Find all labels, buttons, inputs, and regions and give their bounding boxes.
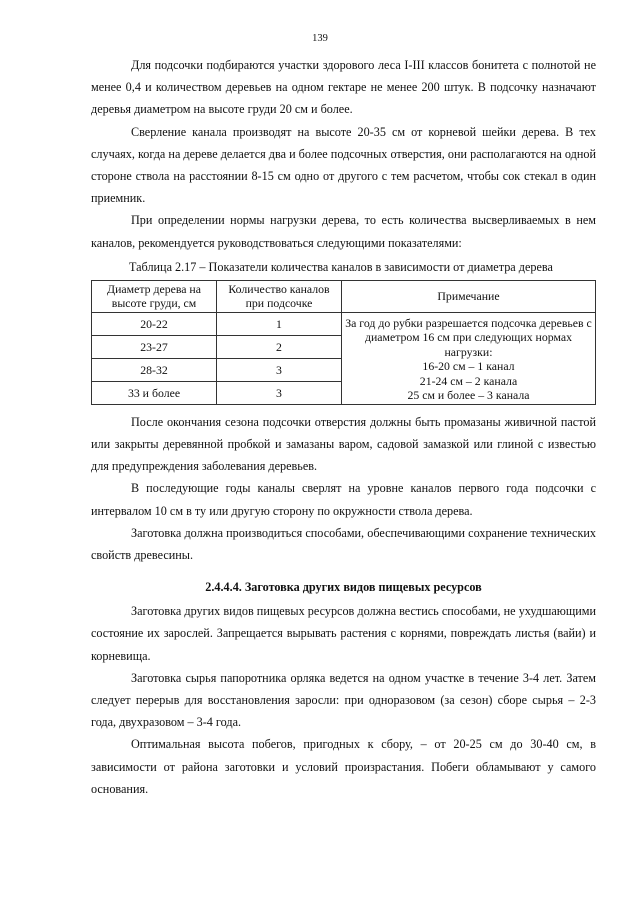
paragraph: Заготовка должна производиться способами, обеспечивающими сохранение технических свойств древесины. <box>91 525 596 563</box>
paragraph: В последующие годы каналы сверлят на уровне каналов первого года подсочки с интервалом 10 см в ту или другую сторону по окружности ствола дерева. <box>91 481 596 518</box>
cell-channels: 3 <box>217 381 342 404</box>
paragraph: При определении нормы нагрузки дерева, то есть количества высверливаемых в нем каналов, рекомендуется руководствоваться следующими показателями: <box>91 213 596 250</box>
section-heading: 2.4.4.4. Заготовка других видов пищевых ресурсов <box>205 580 482 595</box>
paragraph: После окончания сезона подсочки отверстия должны быть промазаны живичной пастой или закрыты деревянной пробкой и замазаны варом, садовой замазкой или глиной с известью для предупреждения заболевания деревьев. <box>91 414 596 474</box>
cell-note <box>342 312 596 404</box>
page-number: 139 <box>312 33 328 44</box>
table-row <box>92 312 596 335</box>
cell-diameter: 20-22 <box>92 312 217 335</box>
cell-diameter: 28-32 <box>92 358 217 381</box>
cell-diameter: 33 и более <box>92 381 217 404</box>
note-line: 25 см и более – 3 канала <box>407 388 530 403</box>
cell-channels: 1 <box>217 312 342 335</box>
header-diameter: Диаметр дерева на высоте груди, см <box>92 280 217 312</box>
paragraph: Заготовка других видов пищевых ресурсов должна вестись способами, не ухудшающими состояние их зарослей. Запрещается вырывать растения с корнями, повреждать листья (вайи) и корневища. <box>91 604 596 663</box>
cell-channels: 3 <box>217 358 342 381</box>
paragraph: Оптимальная высота побегов, пригодных к сбору, – от 20-25 см до 30-40 см, в зависимости от района заготовки и условий произрастания. Побеги обламывают у самого основания. <box>91 737 596 796</box>
paragraph: Сверление канала производят на высоте 20-35 см от корневой шейки дерева. В тех случаях, когда на дереве делается два и более подсочных отверстия, они располагаются на одной стороне ствола на расстоянии 8-15 см одно от другого с тем расчетом, чтобы сок стекал в один приемник. <box>91 124 596 206</box>
table-caption: Таблица 2.17 – Показатели количества каналов в зависимости от диаметра дерева <box>129 259 553 274</box>
header-channels: Количество каналов при подсочке <box>217 280 342 312</box>
paragraph: Заготовка сырья папоротника орляка ведется на одном участке в течение 3-4 лет. Затем следует перерыв для восстановления заросли: при одноразовом (за сезон) сборе сырья – 2-3 года, двухразовом – 3-4 года. <box>91 670 596 730</box>
note-line: 16-20 см – 1 канал <box>422 359 515 374</box>
paragraph: Для подсочки подбираются участки здорового леса I-III классов бонитета с полнотой не менее 0,4 и количеством деревьев на одном гектаре не менее 200 штук. В подсочку назначают деревья диаметром на высоте груди 20 см и более. <box>91 58 596 117</box>
table-header-row <box>92 280 596 312</box>
page-content <box>91 54 596 800</box>
note-line: За год до рубки разрешается подсочка деревьев с диаметром 16 см при следующих нормах нагрузки: <box>345 315 592 359</box>
cell-diameter: 23-27 <box>92 335 217 358</box>
channels-table <box>91 280 596 405</box>
cell-channels: 2 <box>217 335 342 358</box>
header-note: Примечание <box>342 280 596 312</box>
note-line: 21-24 см – 2 канала <box>419 373 518 388</box>
